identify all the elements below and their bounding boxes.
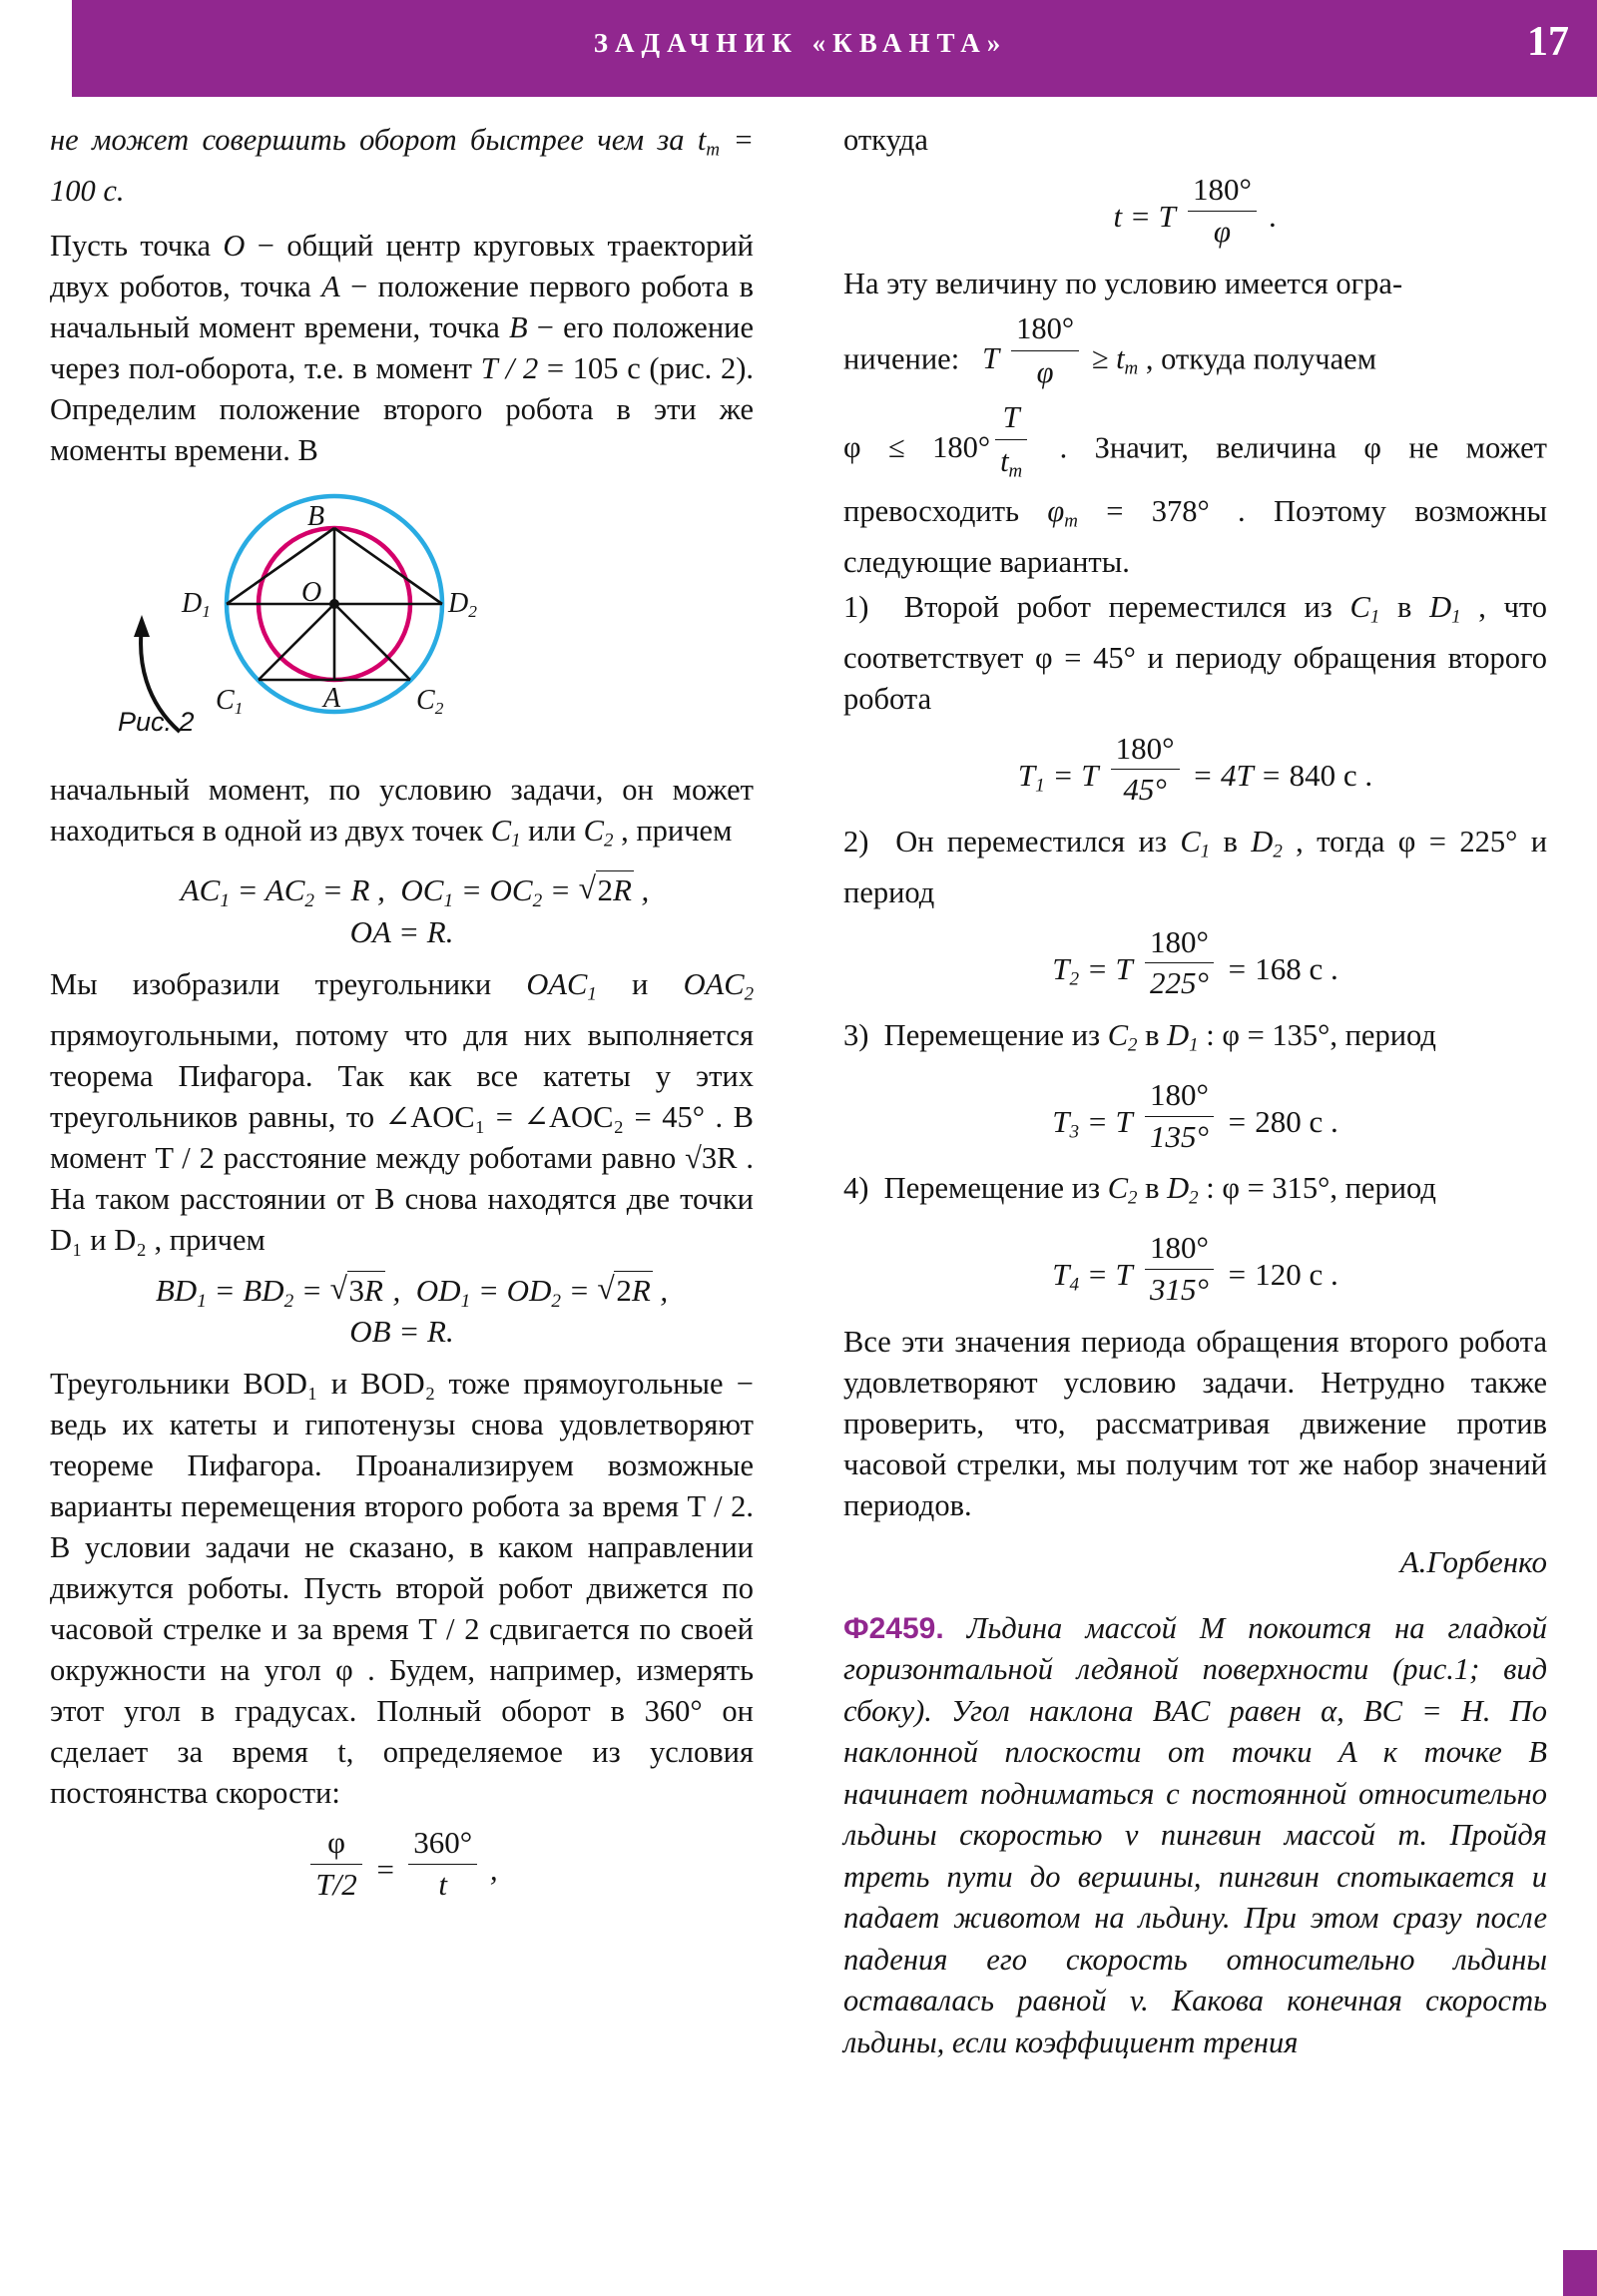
page-number: 17	[1527, 19, 1569, 65]
paragraph-limitation-2: ничение: T $\frac{180^\circ}{\varphi}$ ≥ $t_m$ , откуда получаем	[843, 308, 1547, 393]
variant-1-from: $C_1$	[1349, 589, 1380, 628]
problem-number: Ф2459.	[843, 1611, 944, 1645]
equation-AC1-AC2: $AC_1 = AC_2 = R$ , $OC_1 = OC_2$ = √ 2R , OA = R.	[50, 870, 754, 952]
symbol-phi-m: $\varphi_m$	[1047, 494, 1078, 532]
page-header-band	[72, 0, 1597, 97]
variable-tm: $t_m$	[697, 123, 721, 161]
author-signature: А.Горбенко	[1399, 1543, 1547, 1579]
point-O: O	[223, 228, 246, 263]
paragraph-initial-moment: начальный момент, по условию задачи, он может находиться в одной из двух точек $C_1$ или $C_2$ , причем	[50, 772, 754, 852]
paragraph-setup: Пусть точка O − общий центр круговых траекторий двух роботов, точка A − положение первого робота в начальный момент времени, точка B − его положение через пол-оборота, т.е. в момент T / 2 = 105 с (рис. 2). Определим положение второго робота в эти же моменты времени. В	[50, 228, 755, 467]
right-column	[843, 120, 1547, 2063]
point-C2: $C_2$	[583, 813, 614, 852]
paragraph-triangles: Мы изобразили треугольники $OAC_1$ и $OAC_2$ прямоугольными, потому что для них выполняется теорема Пифагора. Так как все катеты у этих треугольников равны, то ∠AOC₁ = ∠AOC₂ = 45° . В момент T / 2 расстояние между роботами равно √3R . На таком расстоянии от B снова находятся две точки D₁ и D₂ , причем	[50, 966, 755, 1257]
inequality-phi-le: φ ≤ 180° $\frac{T}{t_m}$	[843, 430, 1032, 464]
variant-1-to: $D_1$	[1429, 589, 1461, 628]
variant-3-text: 3) Перемещение из $C_2$ в $D_1$ : φ = 135°, период	[843, 1018, 1436, 1056]
problem-statement	[843, 1608, 1547, 2064]
figure-2-caption: Рис. 2	[118, 706, 195, 737]
equation-T2: $T_2 = T$ $\frac{180^\circ}{225^\circ}$ = 168 с .	[843, 923, 1547, 1004]
equation-t-equals: t = T $\frac{180^\circ}{\varphi}$ .	[843, 171, 1547, 252]
variant-3-to: $D_1$	[1167, 1018, 1199, 1056]
left-column	[50, 120, 754, 1917]
equation-BD1-BD2: $BD_1 = BD_2$ = √ 3R , $OD_1 = OD_2$ = √ 2R , OB = R.	[50, 1271, 754, 1353]
equation-T4: $T_4 = T$ $\frac{180^\circ}{315^\circ}$ = 120 с .	[843, 1229, 1547, 1310]
equation-T3: $T_3 = T$ $\frac{180^\circ}{135^\circ}$ = 280 с .	[843, 1076, 1547, 1157]
figure-label-C2: $C_2$	[416, 684, 444, 718]
segment-B-D2	[334, 528, 442, 604]
figure-label-D2: $D_2$	[448, 587, 477, 621]
figure-label-D1: $D_1$	[182, 587, 211, 621]
figure-label-A: A	[323, 682, 341, 714]
figure-label-O: O	[301, 576, 322, 608]
rotation-arrow-head	[134, 615, 150, 637]
corner-marker	[1563, 2250, 1597, 2296]
variant-2-from: $C_1$	[1180, 825, 1211, 862]
expression-T-over-2: T / 2	[480, 350, 539, 385]
paragraph-limitation: На эту величину по условию имеется огра-	[843, 266, 1403, 300]
variant-3-from: $C_2$	[1107, 1018, 1138, 1056]
triangle-OAC2: $OAC_2$	[683, 966, 755, 1005]
page-header-title: ЗАДАЧНИК «КВАНТА»	[593, 28, 1008, 58]
variant-2-text: 2) Он переместился из $C_1$ в $D_2$ , тогда φ = 225° и период	[843, 825, 1548, 909]
variant-4-from: $C_2$	[1107, 1171, 1138, 1210]
variant-1-text: 1) Второй робот переместился из $C_1$ в $D_1$ , что соответствует φ = 45° и периоду обращения второго робота	[843, 589, 1548, 716]
point-A: A	[321, 269, 340, 303]
variant-4-to: $D_2$	[1167, 1171, 1199, 1210]
point-C1: $C_1$	[490, 813, 521, 852]
paragraph-continued-italic: не может совершить оборот быстрее чем за $t_m = 100$ с.	[50, 123, 755, 208]
center-point-dot	[329, 599, 339, 609]
problem-body: Льдина массой M покоится на гладкой горизонтальной ледяной поверхности (рис.1; вид сбоку). Угол наклона BAC равен α, BC = H. По наклонной плоскости от точки A к точке B начинает подниматься с постоянной относительно льдины скоростью v пингвин массой m. Пройдя треть пути до вершины, пингвин спотыкается и падает животом на льдину. При этом сразу после падения его скорость относительно льдины оставалась равной v. Какова конечная скорость льдины, если коэффициент трения	[843, 1610, 1547, 2059]
variant-2-to: $D_2$	[1251, 825, 1283, 862]
equation-T1: $T_1 = T$ $\frac{180^\circ}{45^\circ}$ = 4T = 840 с .	[843, 730, 1547, 811]
figure-2	[50, 487, 754, 752]
fraction-phi-over-T2: $\frac{\varphi}{T/2}$	[310, 1824, 361, 1905]
paragraph-conclusion: Все эти значения периода обращения второго робота удовлетворяют условию задачи. Нетрудно также проверить, что, рассматривая движение против часовой стрелки, мы получим тот же набор значений периодов.	[843, 1324, 1547, 1522]
point-B: B	[508, 309, 528, 344]
inequality-T180-phi: T $\frac{180^\circ}{\varphi}$ ≥ $t_m$	[982, 341, 1146, 375]
paragraph-otkuda: откуда	[843, 123, 928, 157]
equation-phi-ratio: $\frac{\varphi}{T/2}$ = $\frac{360^\circ}{t}$ ,	[50, 1824, 754, 1905]
triangle-OAC1: $OAC_1$	[526, 966, 597, 1005]
figure-label-B: B	[307, 500, 325, 532]
fraction-180-over-phi: $\frac{180^\circ}{\varphi}$	[1188, 171, 1257, 252]
variant-4-text: 4) Перемещение из $C_2$ в $D_2$ : φ = 315°, период	[843, 1171, 1436, 1210]
paragraph-analysis: Треугольники BOD₁ и BOD₂ тоже прямоугольные − ведь их катеты и гипотенузы снова удовлетворяют теореме Пифагора. Проанализируем возможные варианты перемещения второго робота за время T / 2. В условии задачи не сказано, в каком направлении движутся роботы. Пусть второй робот движется по часовой стрелке и за время T / 2 сдвигается по своей окружности на угол φ . Будем, например, измерять этот угол в градусах. Полный оборот в 360° он сделает за время t, определяемое из условия постоянства скорости:	[50, 1367, 754, 1811]
paragraph-phi-bound: φ ≤ 180° $\frac{T}{t_m}$ . Значит, величина φ не может превосходить $\varphi_m = 378^\circ$ . Поэтому возможны следующие варианты.	[843, 399, 1547, 579]
fraction-360-over-t: $\frac{360^\circ}{t}$	[408, 1824, 477, 1905]
figure-label-C1: $C_1$	[216, 684, 244, 718]
